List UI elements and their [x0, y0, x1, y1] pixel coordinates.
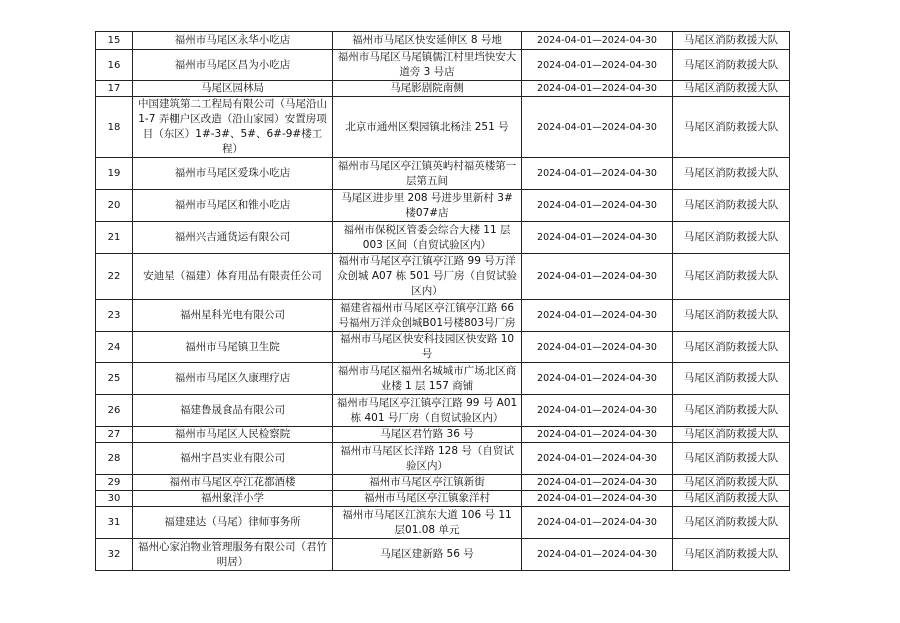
table-row — [96, 332, 790, 363]
table-row — [96, 363, 790, 395]
unit-name-cell: 福州市马尾区久康理疗店 — [133, 363, 333, 395]
responsible-unit-cell: 马尾区消防救援大队 — [673, 427, 790, 443]
responsible-unit-cell: 马尾区消防救援大队 — [673, 443, 790, 475]
row-number-cell: 30 — [96, 491, 133, 507]
address-cell: 马尾区君竹路 36 号 — [333, 427, 522, 443]
address-cell: 福州市保税区管委会综合大楼 11 层003 区间（自贸试验区内） — [333, 222, 522, 254]
row-number-cell: 15 — [96, 32, 133, 50]
address-cell: 福州市马尾区福州名城城市广场北区商业楼 1 层 157 商铺 — [333, 363, 522, 395]
table-row — [96, 32, 790, 50]
row-number-cell: 22 — [96, 254, 133, 300]
address-cell: 福建省福州市马尾区亭江镇亭江路 66号福州万洋众创城B01号楼803号厂房 — [333, 300, 522, 332]
inspection-period-cell: 2024-04-01—2024-04-30 — [522, 395, 673, 427]
inspection-period-cell: 2024-04-01—2024-04-30 — [522, 254, 673, 300]
unit-name-cell: 福州星科光电有限公司 — [133, 300, 333, 332]
inspection-period-cell: 2024-04-01—2024-04-30 — [522, 222, 673, 254]
table-row — [96, 190, 790, 222]
inspection-period-cell: 2024-04-01—2024-04-30 — [522, 50, 673, 81]
table-row — [96, 395, 790, 427]
inspection-period-cell: 2024-04-01—2024-04-30 — [522, 475, 673, 491]
row-number-cell: 16 — [96, 50, 133, 81]
responsible-unit-cell: 马尾区消防救援大队 — [673, 158, 790, 190]
address-cell: 福州市马尾区亭江镇英屿村福英楼第一层第五间 — [333, 158, 522, 190]
responsible-unit-cell: 马尾区消防救援大队 — [673, 254, 790, 300]
responsible-unit-cell: 马尾区消防救援大队 — [673, 32, 790, 50]
inspection-period-cell: 2024-04-01—2024-04-30 — [522, 539, 673, 571]
table-row — [96, 222, 790, 254]
unit-name-cell: 福州市马尾区和锥小吃店 — [133, 190, 333, 222]
unit-name-cell: 福建建达（马尾）律师事务所 — [133, 507, 333, 539]
inspection-period-cell: 2024-04-01—2024-04-30 — [522, 158, 673, 190]
address-cell: 马尾影剧院南侧 — [333, 81, 522, 97]
row-number-cell: 19 — [96, 158, 133, 190]
address-cell: 福州市马尾区江滨东大道 106 号 11 层01.08 单元 — [333, 507, 522, 539]
address-cell: 马尾区进步里 208 号进步里新村 3#楼07#店 — [333, 190, 522, 222]
table-row — [96, 158, 790, 190]
row-number-cell: 27 — [96, 427, 133, 443]
inspection-period-cell: 2024-04-01—2024-04-30 — [522, 332, 673, 363]
table-body — [96, 32, 790, 571]
table-row — [96, 254, 790, 300]
unit-name-cell: 马尾区园林局 — [133, 81, 333, 97]
row-number-cell: 26 — [96, 395, 133, 427]
unit-name-cell: 安迪星（福建）体育用品有限责任公司 — [133, 254, 333, 300]
address-cell: 马尾区建新路 56 号 — [333, 539, 522, 571]
row-number-cell: 28 — [96, 443, 133, 475]
row-number-cell: 21 — [96, 222, 133, 254]
address-cell: 福州市马尾区快安科技园区快安路 10 号 — [333, 332, 522, 363]
inspection-period-cell: 2024-04-01—2024-04-30 — [522, 507, 673, 539]
unit-name-cell: 福州市马尾区永华小吃店 — [133, 32, 333, 50]
inspection-period-cell: 2024-04-01—2024-04-30 — [522, 300, 673, 332]
unit-name-cell: 福建鲁晟食品有限公司 — [133, 395, 333, 427]
unit-name-cell: 福州象洋小学 — [133, 491, 333, 507]
address-cell: 北京市通州区梨园镇北杨洼 251 号 — [333, 97, 522, 158]
responsible-unit-cell: 马尾区消防救援大队 — [673, 395, 790, 427]
inspection-period-cell: 2024-04-01—2024-04-30 — [522, 190, 673, 222]
responsible-unit-cell: 马尾区消防救援大队 — [673, 300, 790, 332]
unit-name-cell: 福州市马尾区爱珠小吃店 — [133, 158, 333, 190]
table-row — [96, 50, 790, 81]
row-number-cell: 29 — [96, 475, 133, 491]
table-row — [96, 491, 790, 507]
inspection-period-cell: 2024-04-01—2024-04-30 — [522, 443, 673, 475]
unit-name-cell: 中国建筑第二工程局有限公司（马尾沿山1-7 弄棚户区改造（沿山家园）安置房项目（东区）1#-3#、5#、6#-9#楼工程） — [133, 97, 333, 158]
address-cell: 福州市马尾区亭江镇亭江路 99 号万洋众创城 A07 栋 501 号厂房（自贸试验区内） — [333, 254, 522, 300]
responsible-unit-cell: 马尾区消防救援大队 — [673, 507, 790, 539]
row-number-cell: 25 — [96, 363, 133, 395]
inspection-period-cell: 2024-04-01—2024-04-30 — [522, 97, 673, 158]
responsible-unit-cell: 马尾区消防救援大队 — [673, 363, 790, 395]
row-number-cell: 20 — [96, 190, 133, 222]
responsible-unit-cell: 马尾区消防救援大队 — [673, 491, 790, 507]
table-row — [96, 443, 790, 475]
unit-name-cell: 福州市马尾区昌为小吃店 — [133, 50, 333, 81]
inspection-list-table — [95, 31, 790, 571]
responsible-unit-cell: 马尾区消防救援大队 — [673, 332, 790, 363]
table-row — [96, 97, 790, 158]
table-row — [96, 539, 790, 571]
responsible-unit-cell: 马尾区消防救援大队 — [673, 222, 790, 254]
row-number-cell: 18 — [96, 97, 133, 158]
unit-name-cell: 福州市马尾区人民检察院 — [133, 427, 333, 443]
address-cell: 福州市马尾区马尾镇儒江村里垱快安大道旁 3 号店 — [333, 50, 522, 81]
inspection-period-cell: 2024-04-01—2024-04-30 — [522, 491, 673, 507]
responsible-unit-cell: 马尾区消防救援大队 — [673, 97, 790, 158]
inspection-period-cell: 2024-04-01—2024-04-30 — [522, 32, 673, 50]
unit-name-cell: 福州兴吉通货运有限公司 — [133, 222, 333, 254]
unit-name-cell: 福州市马尾镇卫生院 — [133, 332, 333, 363]
row-number-cell: 24 — [96, 332, 133, 363]
address-cell: 福州市马尾区亭江镇新街 — [333, 475, 522, 491]
responsible-unit-cell: 马尾区消防救援大队 — [673, 475, 790, 491]
address-cell: 福州市马尾区亭江镇象洋村 — [333, 491, 522, 507]
row-number-cell: 23 — [96, 300, 133, 332]
inspection-period-cell: 2024-04-01—2024-04-30 — [522, 427, 673, 443]
inspection-period-cell: 2024-04-01—2024-04-30 — [522, 363, 673, 395]
inspection-period-cell: 2024-04-01—2024-04-30 — [522, 81, 673, 97]
table-row — [96, 300, 790, 332]
responsible-unit-cell: 马尾区消防救援大队 — [673, 50, 790, 81]
row-number-cell: 31 — [96, 507, 133, 539]
table-row — [96, 427, 790, 443]
unit-name-cell: 福州市马尾区亭江花都酒楼 — [133, 475, 333, 491]
responsible-unit-cell: 马尾区消防救援大队 — [673, 190, 790, 222]
table-row — [96, 81, 790, 97]
address-cell: 福州市马尾区亭江镇亭江路 99 号 A01栋 401 号厂房（自贸试验区内） — [333, 395, 522, 427]
table-row — [96, 475, 790, 491]
responsible-unit-cell: 马尾区消防救援大队 — [673, 81, 790, 97]
responsible-unit-cell: 马尾区消防救援大队 — [673, 539, 790, 571]
unit-name-cell: 福州宇昌实业有限公司 — [133, 443, 333, 475]
table-row — [96, 507, 790, 539]
address-cell: 福州市马尾区快安延伸区 8 号地 — [333, 32, 522, 50]
row-number-cell: 32 — [96, 539, 133, 571]
address-cell: 福州市马尾区长洋路 128 号（自贸试验区内） — [333, 443, 522, 475]
row-number-cell: 17 — [96, 81, 133, 97]
unit-name-cell: 福州心家泊物业管理服务有限公司（君竹明居） — [133, 539, 333, 571]
